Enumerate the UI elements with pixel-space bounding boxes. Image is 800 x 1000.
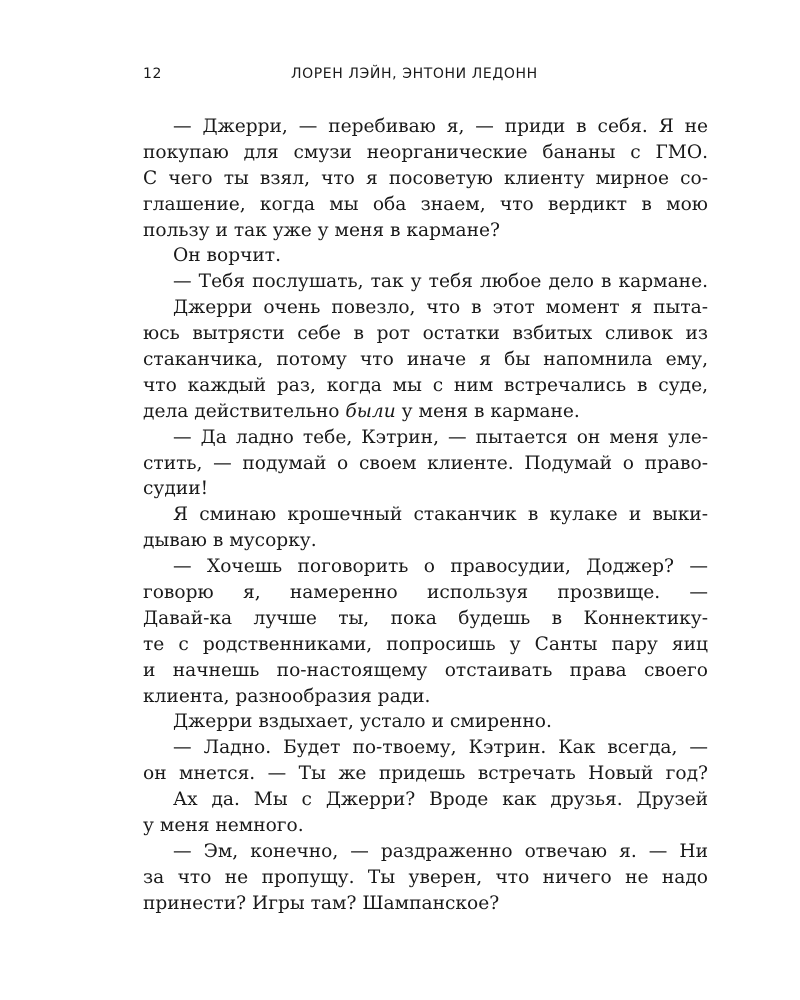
text-line — [143, 813, 708, 839]
text-line-content: Я сминаю крошечный стаканчик в кулаке и выки- — [173, 504, 708, 526]
page-number: 12 — [143, 66, 163, 82]
text-line — [143, 451, 708, 477]
text-line — [143, 684, 708, 710]
text-line — [143, 399, 708, 425]
text-line-content: Давай-ка лучше ты, пока будешь в Коннектику- — [143, 607, 708, 629]
text-line — [143, 502, 708, 528]
text-line — [143, 166, 708, 192]
text-line-content: — Да ладно тебе, Кэтрин, — пытается он меня улe- — [173, 426, 708, 448]
text-line-content: пользу и так уже у меня в кармане? — [143, 219, 500, 241]
text-line — [143, 735, 708, 761]
text-line — [143, 761, 708, 787]
text-line — [143, 373, 708, 399]
text-line-content: С чего ты взял, что я посоветую клиенту мирное со- — [143, 167, 708, 189]
text-line — [143, 554, 708, 580]
text-line — [143, 709, 708, 735]
text-line-content: юсь вытрясти себе в рот остатки взбитых сливок из — [143, 323, 708, 345]
text-line-content: Ах да. Мы с Джерри? Вроде как друзья. Друзей — [173, 789, 708, 811]
text-line-content: — Тебя послушать, так у тебя любое дело в кармане. — [173, 271, 708, 293]
text-line — [143, 243, 708, 269]
text-line — [143, 269, 708, 295]
text-line-content: Джерри вздыхает, устало и смиренно. — [173, 711, 552, 733]
text-line-content: клиента, разнообразия ради. — [143, 685, 431, 707]
text-line — [143, 218, 708, 244]
text-line — [143, 580, 708, 606]
text-line-content: у меня немного. — [143, 815, 304, 837]
text-line-content: те с родственниками, попросишь у Санты пару яиц — [143, 633, 708, 655]
text-line — [143, 192, 708, 218]
body-text — [143, 114, 708, 917]
text-line — [143, 347, 708, 373]
text-line — [143, 295, 708, 321]
text-line — [143, 865, 708, 891]
text-line-content: Джерри очень повезло, что в этот момент я пыта- — [173, 297, 708, 319]
text-line-content: стить, — подумай о своем клиенте. Подумай о право- — [143, 452, 708, 474]
text-line-content: что каждый раз, когда мы с ним встречались в суде, — [143, 374, 708, 396]
text-line-content: покупаю для смузи неорганические бананы с ГМО. — [143, 141, 708, 163]
italic-word: были — [345, 400, 396, 422]
text-line-content: Он ворчит. — [173, 245, 281, 267]
text-line-content: судии! — [143, 478, 209, 500]
text-line-content: за что не пропущу. Ты уверен, что ничего не надо — [143, 866, 708, 888]
text-line-content: принести? Игры там? Шампанское? — [143, 892, 500, 914]
text-line — [143, 658, 708, 684]
text-line — [143, 839, 708, 865]
running-head — [143, 66, 708, 86]
running-head-authors: ЛОРЕН ЛЭЙН, ЭНТОНИ ЛЕДОНН — [291, 66, 538, 82]
text-line-tail: у меня в кармане. — [395, 400, 580, 422]
text-line — [143, 321, 708, 347]
text-line — [143, 476, 708, 502]
text-line-content: глашение, когда мы оба знаем, что вердикт в мою — [143, 193, 708, 215]
text-line-content: стаканчика, потому что иначе я бы напомнила ему, — [143, 349, 708, 371]
text-line — [143, 787, 708, 813]
text-line-content: дываю в мусорку. — [143, 530, 317, 552]
text-line-content: дела действительно — [143, 400, 340, 422]
text-line-content: — Хочешь поговорить о правосудии, Доджер? — — [173, 556, 708, 578]
text-line — [143, 632, 708, 658]
text-line — [143, 140, 708, 166]
text-line — [143, 606, 708, 632]
text-line — [143, 891, 708, 917]
text-line-content: — Джерри, — перебиваю я, — приди в себя. Я не — [173, 116, 708, 137]
text-line-content: он мнется. — Ты же придешь встречать Новый год? — [143, 763, 708, 785]
text-line — [143, 425, 708, 451]
text-line — [143, 114, 708, 140]
text-line-content: — Ладно. Будет по-твоему, Кэтрин. Как всегда, — — [173, 737, 708, 759]
text-line-content: — Эм, конечно, — раздраженно отвечаю я. — Ни — [173, 840, 708, 862]
text-line-content: и начнешь по-настоящему отстаивать права своего — [143, 659, 708, 681]
text-line — [143, 528, 708, 554]
text-line-content: говорю я, намеренно используя прозвище. — — [143, 582, 708, 604]
